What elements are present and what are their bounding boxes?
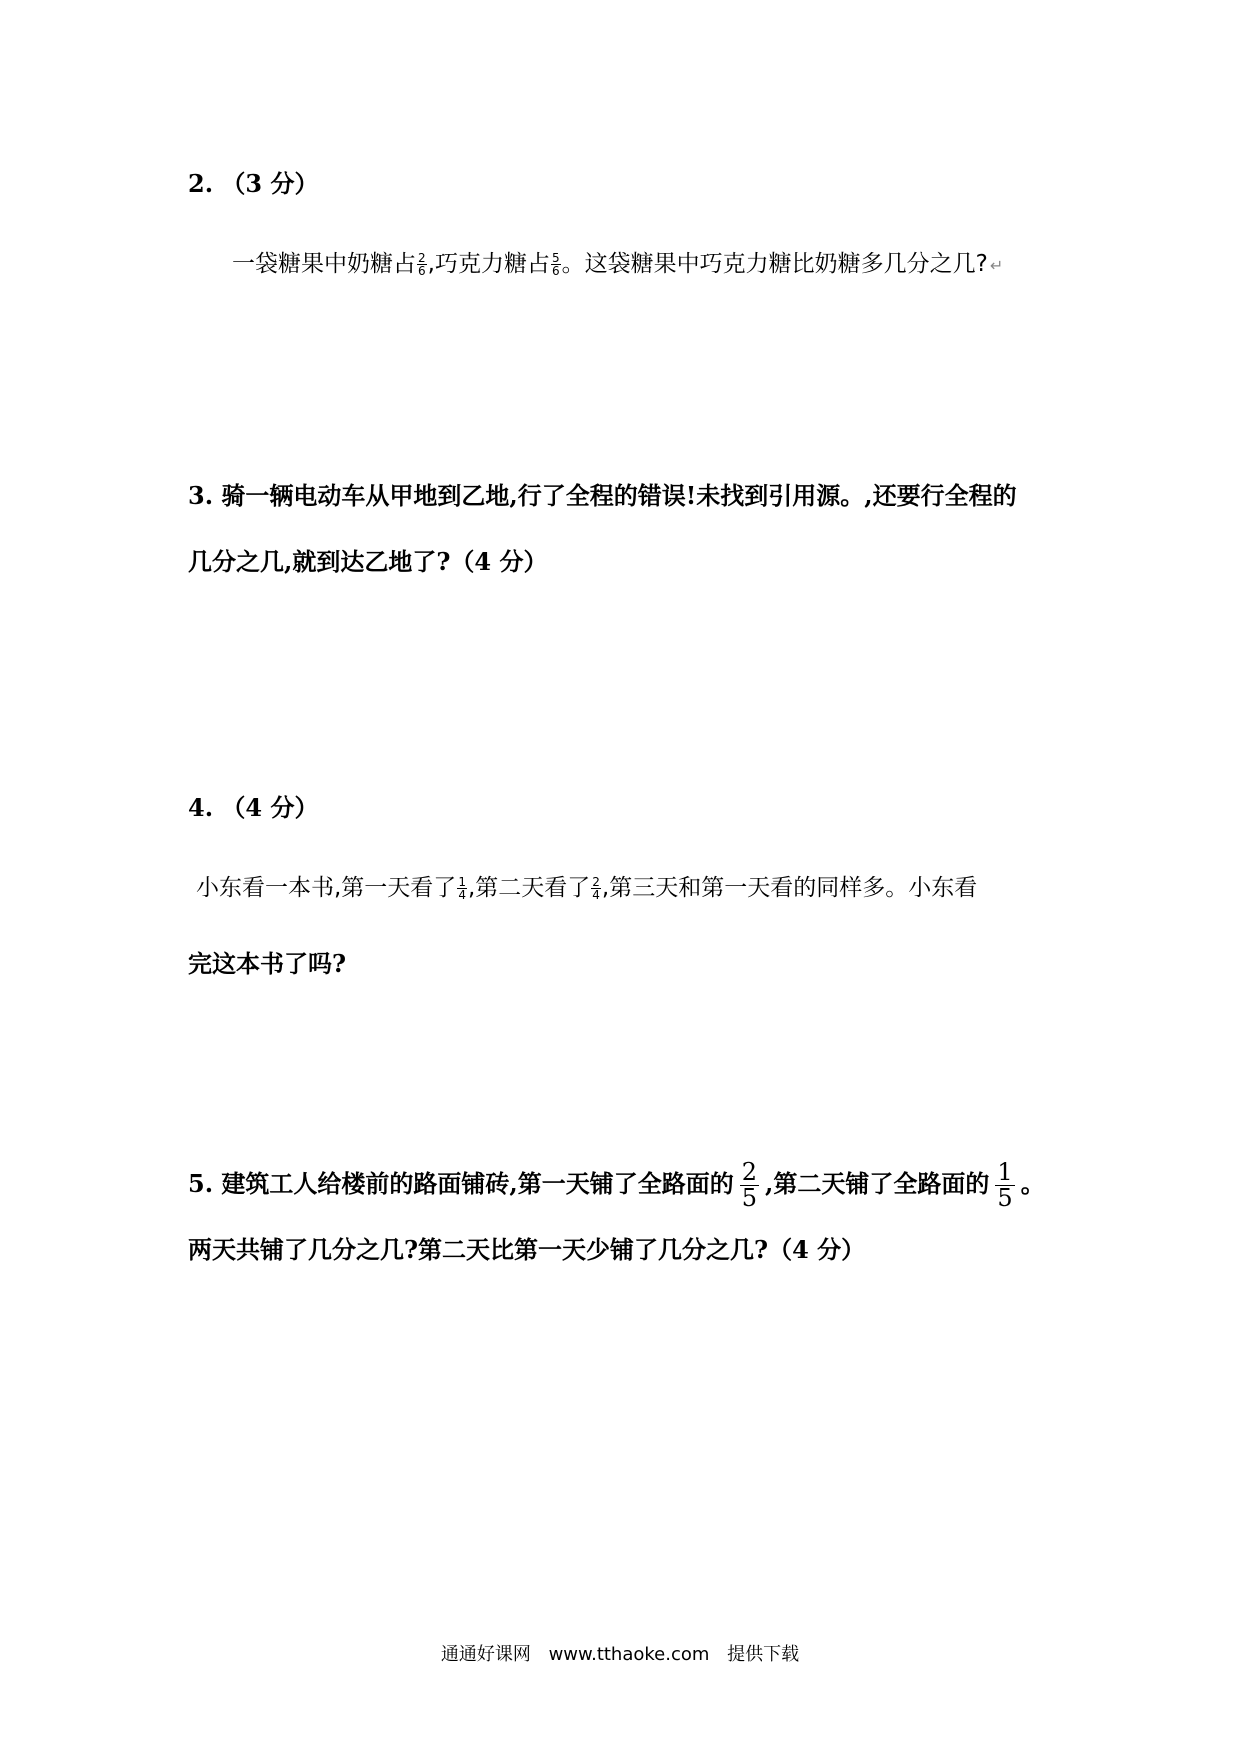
q4-frac1-num: 1 (458, 875, 466, 889)
q4-frac2-den: 4 (592, 888, 600, 902)
q4-text-a: 小东看一本书,第一天看了 (196, 875, 457, 901)
q5-line2: 两天共铺了几分之几?第二天比第一天少铺了几分之几?（4 分） (188, 1235, 866, 1264)
q4-fraction-day1 (457, 876, 467, 901)
q3-line2: 几分之几,就到达乙地了?（4 分） (188, 547, 548, 576)
q4-text-c: ,第三天和第一天看的同样多。小东看 (601, 875, 978, 901)
footer-action: 提供下载 (727, 1644, 800, 1665)
q2-text-b: ,巧克力糖占 (427, 251, 550, 277)
q5-frac2-den: 5 (997, 1184, 1013, 1213)
q3-line1: 3. 骑一辆电动车从甲地到乙地,行了全程的错误!未找到引用源。,还要行全程的 (188, 481, 1017, 510)
page-footer (0, 1640, 1240, 1666)
q5-frac1-den: 5 (741, 1184, 758, 1213)
q2-frac2-den: 6 (551, 264, 560, 278)
q5-fraction-day2 (995, 1160, 1014, 1211)
q2-fraction-chocolate (551, 252, 561, 277)
q4-fraction-day2 (591, 876, 601, 901)
q2-frac1-den: 6 (418, 264, 426, 278)
q2-text-c: 。这袋糖果中巧克力糖比奶糖多几分之几? (561, 251, 988, 277)
return-mark-icon: ↵ (989, 256, 1004, 275)
q2-text-a: 一袋糖果中奶糖占 (232, 251, 416, 277)
footer-url[interactable]: www.tthaoke.com (548, 1644, 710, 1665)
q5-text-c: 。 (1020, 1169, 1045, 1199)
q4-line2: 完这本书了吗? (188, 949, 347, 978)
q5-text-a: 5. 建筑工人给楼前的路面铺砖,第一天铺了全路面的 (188, 1169, 734, 1199)
q5-frac2-num: 1 (997, 1158, 1013, 1186)
q2-header: 2. （3 分） (188, 169, 319, 198)
q5-fraction-day1 (740, 1160, 759, 1211)
q5-line1 (188, 1160, 1045, 1211)
q5-text-b: ,第二天铺了全路面的 (765, 1169, 990, 1199)
q4-frac1-den: 4 (458, 888, 466, 902)
q4-text (196, 876, 977, 901)
q4-text-b: ,第二天看了 (467, 875, 591, 901)
q5-frac1-num: 2 (741, 1158, 758, 1186)
q4-header: 4. （4 分） (188, 793, 319, 822)
q2-text (232, 252, 1003, 277)
footer-site-name: 通通好课网 (440, 1644, 531, 1665)
q2-frac1-num: 2 (418, 251, 426, 265)
q2-fraction-milk (417, 252, 427, 277)
q4-frac2-num: 2 (592, 875, 600, 889)
q2-frac2-num: 5 (551, 251, 560, 265)
